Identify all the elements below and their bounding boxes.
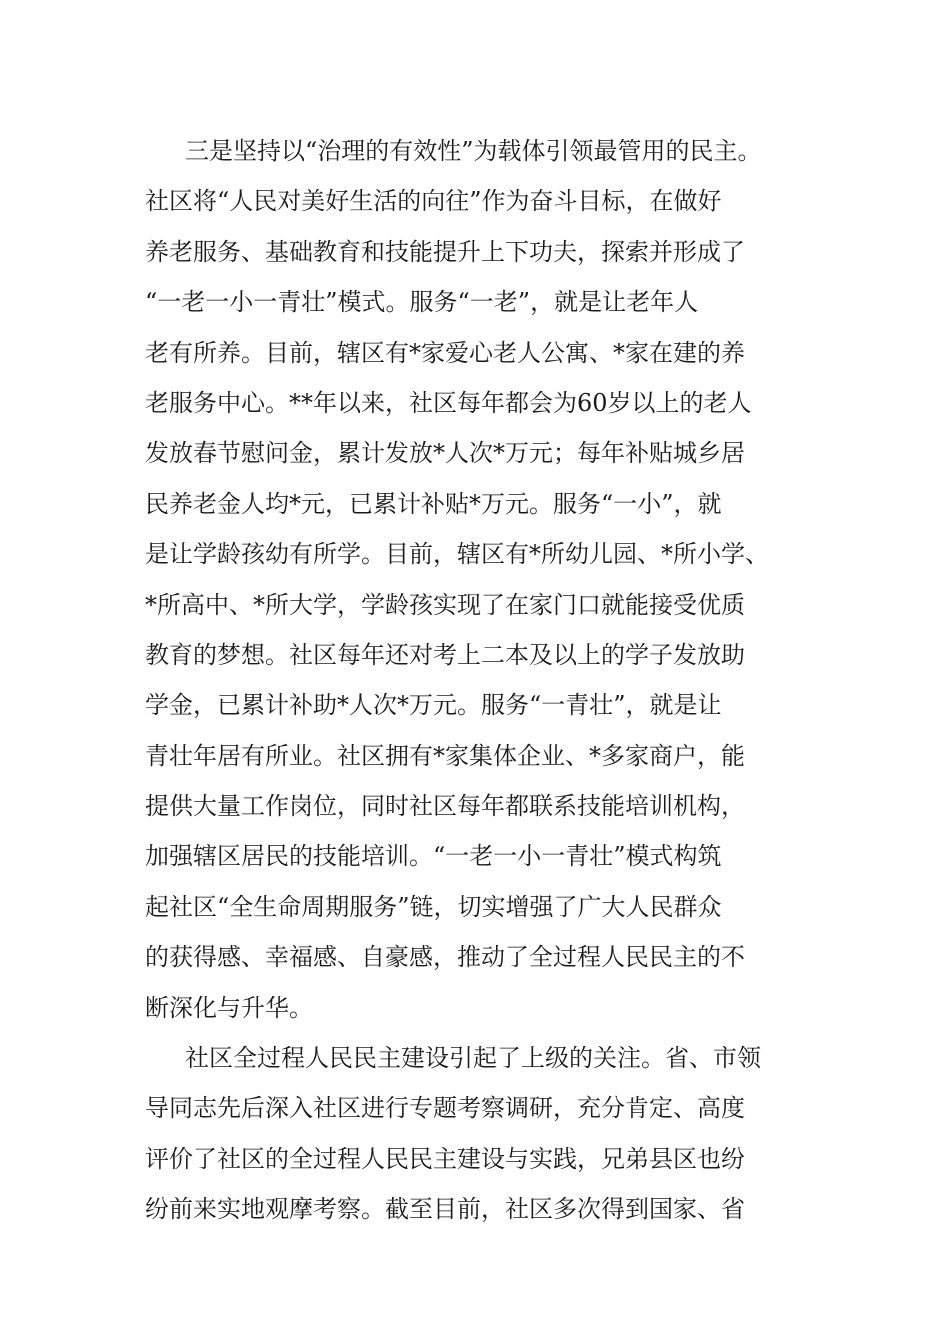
text-line: 评价了社区的全过程人民民主建设与实践，兄弟县区也纷 (145, 1144, 745, 1173)
text-line: 提供大量工作岗位，同时社区每年都联系技能培训机构， (145, 792, 745, 821)
text-line: 纷前来实地观摩考察。截至目前，社区多次得到国家、省 (145, 1195, 745, 1224)
text-line: *所高中、*所大学，学龄孩实现了在家门口就能接受优质 (145, 590, 745, 619)
text-line: 断深化与升华。 (145, 993, 313, 1022)
text-line: 是让学龄孩幼有所学。目前，辖区有*所幼儿园、*所小学、 (145, 540, 769, 569)
text-line: 发放春节慰问金，累计发放*人次*万元；每年补贴城乡居 (145, 439, 745, 468)
text-line: 老有所养。目前，辖区有*家爱心老人公寓、*家在建的养 (145, 338, 745, 367)
text-line: 养老服务、基础教育和技能提升上下功夫，探索并形成了 (145, 237, 745, 266)
text-line: 导同志先后深入社区进行专题考察调研，充分肯定、高度 (145, 1094, 745, 1123)
text-line: 青壮年居有所业。社区拥有*家集体企业、*多家商户，能 (145, 741, 745, 770)
text-line: 教育的梦想。社区每年还对考上二本及以上的学子发放助 (145, 640, 745, 669)
text-line: 起社区“全生命周期服务”链，切实增强了广大人民群众 (145, 892, 722, 921)
text-line: 加强辖区居民的技能培训。“一老一小一青壮”模式构筑 (145, 842, 722, 871)
text-line: 社区将“人民对美好生活的向往”作为奋斗目标，在做好 (145, 187, 722, 216)
text-line: 的获得感、幸福感、自豪感，推动了全过程人民民主的不 (145, 943, 745, 972)
text-line: 学金，已累计补助*人次*万元。服务“一青壮”，就是让 (145, 691, 722, 720)
text-line: “一老一小一青壮”模式。服务“一老”，就是让老年人 (145, 288, 699, 317)
text-line: 社区全过程人民民主建设引起了上级的关注。省、市领 (185, 1044, 761, 1073)
document-body (145, 126, 825, 1235)
text-line: 民养老金人均*元，已累计补贴*万元。服务“一小”，就 (145, 489, 722, 518)
text-line: 三是坚持以“治理的有效性”为载体引领最管用的民主。 (185, 137, 762, 165)
paragraph-2 (145, 1033, 825, 1235)
text-line: 老服务中心。**年以来，社区每年都会为60岁以上的老人 (145, 388, 752, 417)
paragraph-1 (145, 126, 825, 1033)
